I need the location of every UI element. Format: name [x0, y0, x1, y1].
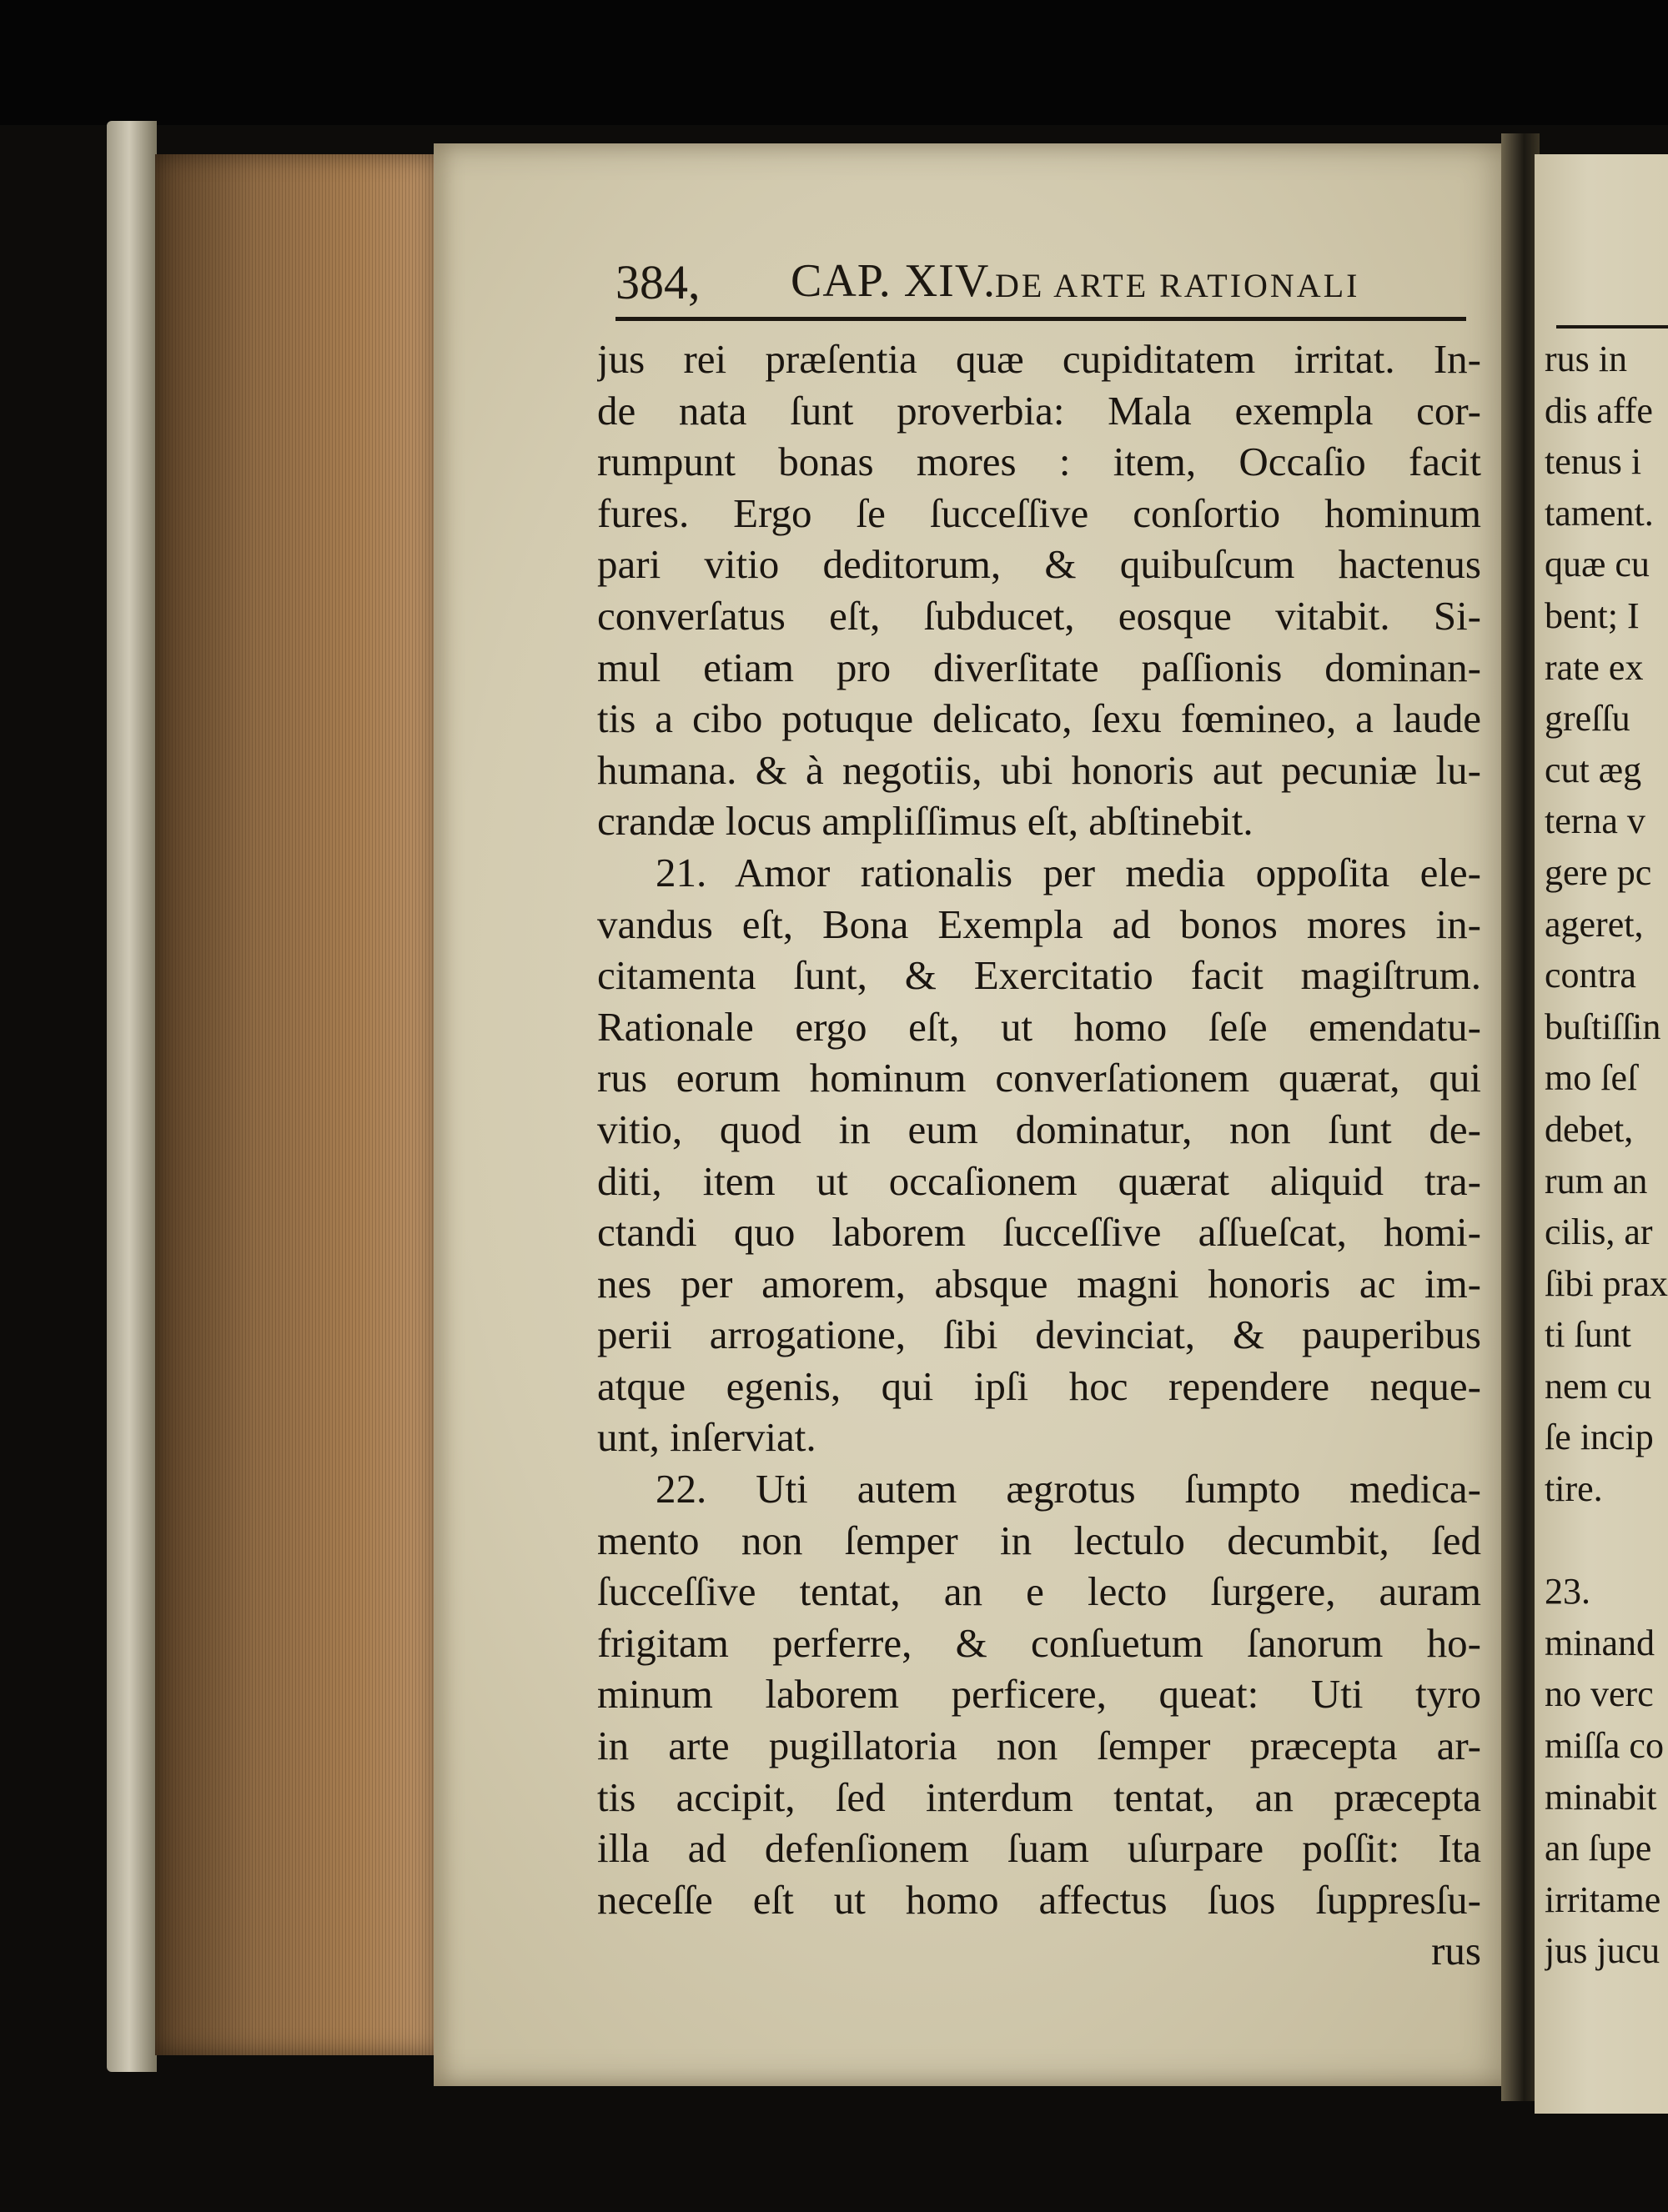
text-line: rumpunt bonas mores : item, Occaſio facit	[597, 439, 1481, 485]
catchword: rus	[1431, 1928, 1481, 1974]
dark-background	[0, 0, 1668, 125]
text-line: irritame	[1545, 1878, 1661, 1920]
text-line: atque egenis, qui ipſi hoc rependere neque-	[597, 1362, 1481, 1409]
text-line: terna v	[1545, 800, 1645, 842]
text-line: diti, item ut occaſionem quærat aliquid tra-	[597, 1157, 1481, 1204]
text-line: nes per amorem, absque magni honoris ac im-	[597, 1260, 1481, 1307]
book-cover-edge	[107, 121, 157, 2072]
text-line: tenus i	[1545, 441, 1642, 483]
page-number: 384,	[615, 255, 701, 309]
chapter-label: CAP. XIV.	[791, 255, 997, 307]
text-line: miſſa co	[1545, 1725, 1664, 1767]
running-title: DE ARTE RATIONALI	[995, 267, 1360, 304]
text-line: 23.	[1545, 1571, 1590, 1613]
text-line: Rationale ergo eſt, ut homo ſeſe emendatu-	[597, 1003, 1481, 1050]
text-line: ti ſunt	[1545, 1314, 1631, 1356]
text-line: jus rei præſentia quæ cupiditatem irritat. In-	[597, 336, 1481, 382]
text-line: greſſu	[1545, 698, 1630, 740]
text-line: unt, inſerviat.	[597, 1414, 816, 1461]
right-page-text	[1545, 334, 1668, 1977]
text-line: tament.	[1545, 492, 1654, 534]
text-line: quæ cu	[1545, 544, 1650, 585]
text-line: rus in	[1545, 339, 1627, 379]
text-line: buſtiſſin	[1545, 1006, 1661, 1047]
right-page-head-rule	[1556, 325, 1668, 329]
text-line: 22. Uti autem ægrotus ſumpto medica-	[656, 1466, 1481, 1512]
text-line: ſibi prax	[1545, 1262, 1668, 1304]
text-line: no verc	[1545, 1673, 1654, 1715]
left-page-text	[597, 334, 1481, 1977]
text-line: ctandi quo laborem ſucceſſive aſſueſcat, homi-	[597, 1209, 1481, 1256]
text-line: bent; I	[1545, 594, 1640, 636]
text-line: cilis, ar	[1545, 1211, 1653, 1253]
text-line: mul etiam pro diverſitate paſſionis dominan-	[597, 644, 1481, 690]
text-line: contra	[1545, 955, 1636, 996]
text-line: humana. & à negotiis, ubi honoris aut pecuniæ lu-	[597, 746, 1481, 793]
text-line: citamenta ſunt, & Exercitatio facit magiſtrum.	[597, 952, 1481, 999]
text-line: tire.	[1545, 1468, 1603, 1510]
text-line: 21. Amor rationalis per media oppoſita ele-	[656, 849, 1481, 895]
text-line	[1545, 1515, 1668, 1567]
text-line: minum laborem perficere, queat: Uti tyro	[597, 1671, 1481, 1718]
text-line: vitio, quod in eum dominatur, non ſunt de-	[597, 1106, 1481, 1152]
text-line: minabit	[1545, 1776, 1657, 1818]
text-line: rum an	[1545, 1160, 1648, 1201]
text-line: gere pc	[1545, 851, 1652, 893]
text-line: neceſſe eſt ut homo affectus ſuos ſuppresſu-	[597, 1876, 1481, 1923]
text-line: tis a cibo potuque delicato, ſexu fœmineo, a laude	[597, 695, 1481, 742]
page-edges	[155, 154, 439, 2055]
text-line: dis affe	[1545, 389, 1653, 431]
text-line: mento non ſemper in lectulo decumbit, ſed	[597, 1517, 1481, 1563]
text-line: pari vitio deditorum, & quibuſcum hactenus	[597, 541, 1481, 588]
text-line: mo ſeſ	[1545, 1057, 1638, 1099]
running-head	[615, 254, 1483, 313]
text-line: rate ex	[1545, 646, 1644, 688]
text-line: frigitam perferre, & conſuetum ſanorum ho-	[597, 1619, 1481, 1666]
text-line: de nata ſunt proverbia: Mala exempla cor-	[597, 387, 1481, 434]
text-line: ſe incip	[1545, 1417, 1654, 1458]
text-line: perii arrogatione, ſibi devinciat, & pauperibus	[597, 1312, 1481, 1358]
text-line: in arte pugillatoria non ſemper præcepta ar-	[597, 1723, 1481, 1769]
text-line: jus jucu	[1545, 1930, 1660, 1972]
text-line: nem cu	[1545, 1365, 1652, 1407]
text-line: illa ad defenſionem ſuam uſurpare poſſit: Ita	[597, 1825, 1481, 1872]
text-line: vandus eſt, Bona Exempla ad bonos mores in-	[597, 900, 1481, 947]
text-line: minand	[1545, 1622, 1655, 1663]
text-line: debet,	[1545, 1108, 1634, 1150]
text-line: crandæ locus ampliſſimus eſt, abſtinebit.	[597, 798, 1254, 845]
text-line: converſatus eſt, ſubducet, eosque vitabit. Si-	[597, 592, 1481, 639]
text-line: ſucceſſive tentat, an e lecto ſurgere, auram	[597, 1568, 1481, 1615]
text-line: rus eorum hominum converſationem quærat, qui	[597, 1055, 1481, 1101]
text-line: fures. Ergo ſe ſucceſſive conſortio hominum	[597, 489, 1481, 536]
text-line: an ſupe	[1545, 1828, 1652, 1869]
text-line: cut æg	[1545, 749, 1642, 790]
text-line: tis accipit, ſed interdum tentat, an præcepta	[597, 1773, 1481, 1820]
head-rule	[615, 317, 1466, 321]
text-line: ageret,	[1545, 903, 1644, 945]
